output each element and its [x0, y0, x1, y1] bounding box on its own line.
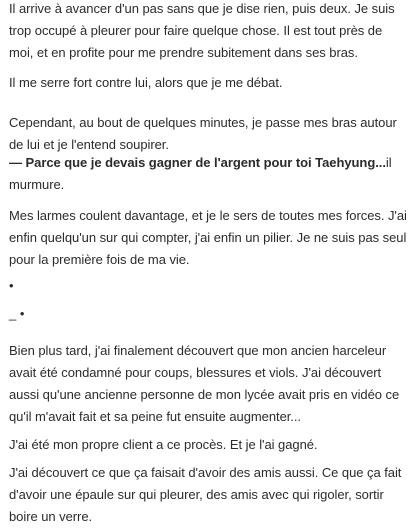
- paragraph-3: Cependant, au bout de quelques minutes, je passe mes bras autour de lui et je l'entend soupirer.: [9, 115, 397, 152]
- paragraph-4: [9, 152, 409, 196]
- dialogue-tag: il murmure.: [9, 155, 392, 192]
- separator-dash-dot: _ •: [9, 306, 25, 321]
- paragraph-1: Il arrive à avancer d'un pas sans que je dise rien, puis deux. Je suis trop occupé à pleurer pour faire quelque chose. Il est tout près de moi, et en profite pour me prendre subitement dans ses bras.: [9, 1, 395, 60]
- paragraph-7: J'ai été mon propre client a ce procès. Et je l'ai gagné.: [9, 437, 318, 452]
- dialogue-line: — Parce que je devais gagner de l'argent pour toi Taehyung...: [9, 155, 386, 170]
- paragraph-5: Mes larmes coulent davantage, et je le sers de toutes mes forces. J'ai enfin quelqu'un sur qui compter, j'ai enfin un pilier. Je ne suis pas seul pour la première fois de ma vie.: [9, 208, 407, 267]
- paragraph-6: Bien plus tard, j'ai finalement découvert que mon ancien harceleur avait été condamné pour coups, blessures et viols. J'ai découvert aussi qu'une ancienne personne de mon lycée avait pris en vidéo ce qu'il m'avait fait et sa peine fut ensuite augmenter...: [9, 343, 400, 424]
- paragraph-8: J'ai découvert ce que ça faisait d'avoir des amis aussi. Ce que ça fait d'avoir une épaule sur qui pleurer, des amis avec qui rigoler, sortir boire un verre.: [9, 465, 402, 524]
- separator-dot: •: [9, 278, 14, 293]
- paragraph-2: Il me serre fort contre lui, alors que je me débat.: [9, 75, 283, 90]
